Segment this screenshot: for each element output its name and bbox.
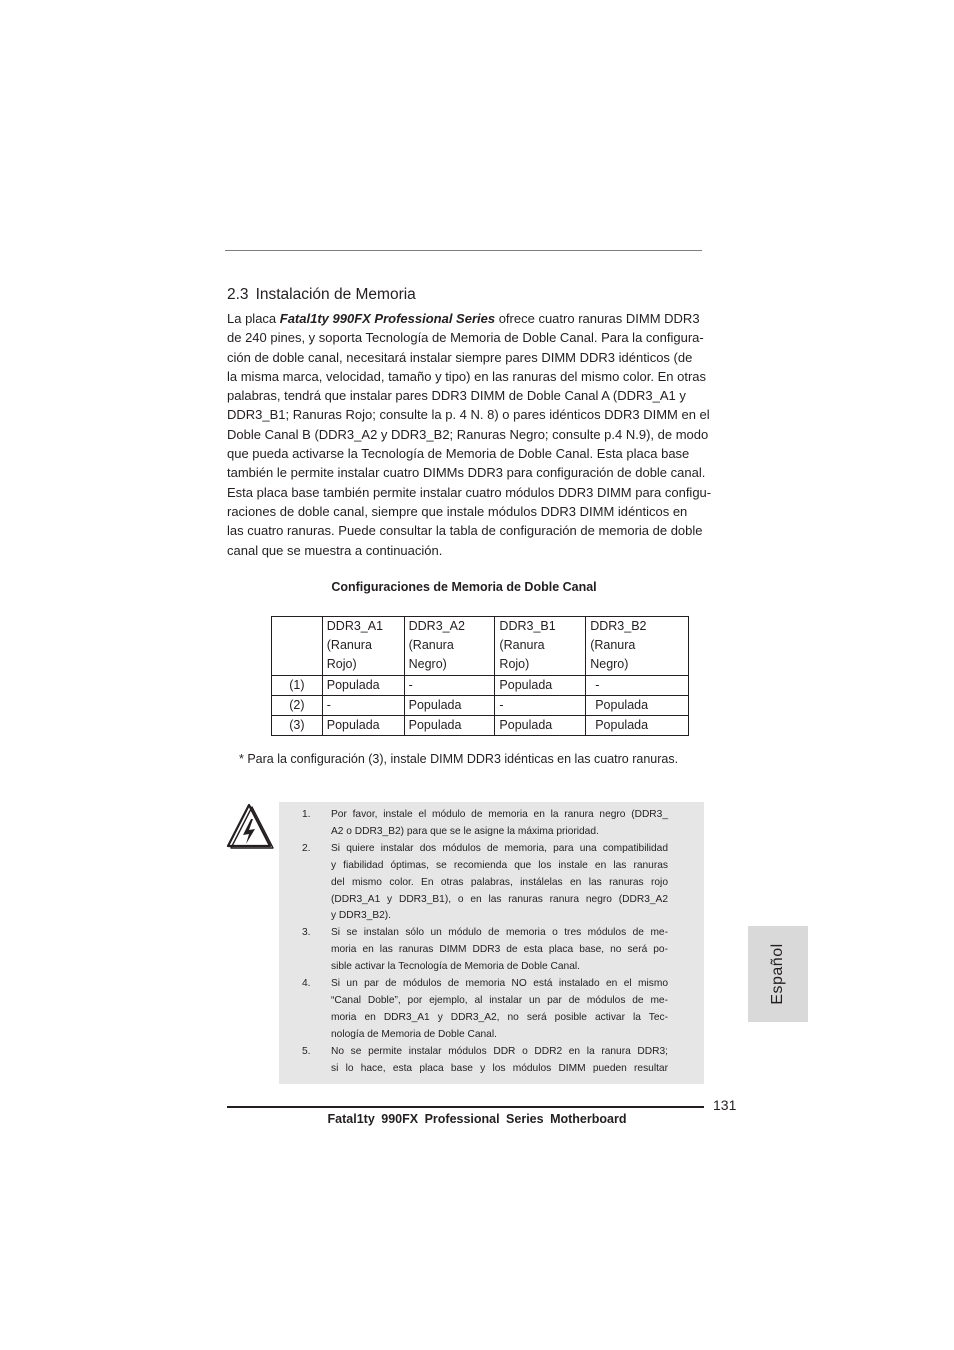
table-cell: Populada (495, 676, 586, 696)
intro-line: ción de doble canal, necesitará instalar siempre pares DIMM DDR3 idénticos (de (227, 349, 693, 365)
top-divider (225, 250, 702, 251)
language-tab-label: Español (769, 943, 786, 1005)
list-item: 2. Si quiere instalar dos módulos de memoria, para una compatibilidad y fiabilidad óptimas, se recomienda que los instale en las ranuras del mismo color. En otras palabras, instálelas en las ranuras rojo (DDR3_A1 y DDR3_B1), o en las ranuras ranura negro (DDR3_A2 y DDR3_B2). (302, 842, 668, 922)
section-heading (227, 286, 416, 304)
table-cell: Populada (586, 696, 689, 716)
table-corner-cell (272, 617, 323, 676)
table-cell: Populada (586, 716, 689, 736)
section-number: 2.3 (227, 286, 249, 303)
table-cell: Populada (495, 716, 586, 736)
intro-line: canal que se muestra a continuación. (227, 542, 443, 558)
notes-list (302, 807, 668, 1078)
intro-line: de 240 pines, y soporta Tecnología de Memoria de Doble Canal. Para la configura- (227, 330, 704, 346)
list-item: 5. No se permite instalar módulos DDR o DDR2 en la ranura DDR3; si lo hace, esta placa base y los módulos DIMM pueden resultar (302, 1045, 668, 1074)
warning-lightning-icon (225, 802, 275, 850)
table-cell: - (404, 676, 495, 696)
bottom-divider (227, 1106, 704, 1108)
header-ddr3-b1: DDR3_B1 (Ranura Rojo) (495, 617, 586, 676)
table-cell: Populada (404, 716, 495, 736)
table-row (272, 696, 689, 716)
product-name: Fatal1ty 990FX Professional Series (279, 311, 496, 326)
row-label: (2) (272, 696, 323, 716)
memory-config-table (271, 616, 689, 736)
intro-line: DDR3_B1; Ranuras Rojo; consulte la p. 4 N. 8) o pares idénticos DDR3 DIMM en el (227, 407, 710, 423)
list-item: 3. Si se instalan sólo un módulo de memoria o tres módulos de me- moria en las ranuras DIMM DDR3 de esta placa base, no será po- sible activar la Tecnología de Memoria de Doble Canal. (302, 927, 668, 973)
table-cell: Populada (322, 676, 404, 696)
table-cell: Populada (404, 696, 495, 716)
intro-line: que pueda activarse la Tecnología de Memoria de Doble Canal. Esta placa base (227, 446, 690, 462)
intro-line: Esta placa base también permite instalar cuatro módulos DDR3 DIMM para configu- (227, 484, 712, 500)
table-header-row (272, 617, 689, 676)
list-item: 4. Si un par de módulos de memoria NO está instalado en el mismo “Canal Doble”, por ejemplo, al instalar un par de módulos de me- moria en DDR3_A1 y DDR3_A2, no será posible activar la Tec- nología de Memoria de Doble Canal. (302, 978, 668, 1040)
table-row (272, 716, 689, 736)
table-cell: Populada (322, 716, 404, 736)
intro-line: también le permite instalar cuatro DIMMs DDR3 para configuración de doble canal. (227, 465, 706, 481)
intro-line: raciones de doble canal, siempre que instale módulos DDR3 DIMM idénticos en (227, 503, 688, 519)
intro-line: las cuatro ranuras. Puede consultar la tabla de configuración de memoria de doble (227, 523, 703, 539)
table-caption: Configuraciones de Memoria de Doble Canal (331, 580, 597, 594)
header-ddr3-a2: DDR3_A2 (Ranura Negro) (404, 617, 495, 676)
list-item: 1. Por favor, instale el módulo de memoria en la ranura negro (DDR3_ A2 o DDR3_B2) para que se le asigne la máxima prioridad. (302, 809, 668, 837)
header-ddr3-a1: DDR3_A1 (Ranura Rojo) (322, 617, 404, 676)
table-cell: - (586, 676, 689, 696)
row-label: (1) (272, 676, 323, 696)
table-row (272, 676, 689, 696)
intro-paragraph (227, 309, 712, 560)
table-footnote: * Para la configuración (3), instale DIMM DDR3 idénticas en las cuatro ranuras. (239, 752, 679, 766)
language-tab (748, 926, 808, 1022)
footer-title: Fatal1ty 990FX Professional Series Motherboard (327, 1112, 627, 1126)
table-cell: - (322, 696, 404, 716)
intro-line: la misma marca, velocidad, tamaño y tipo) en las ranuras del mismo color. En otras (227, 368, 707, 384)
table-cell: - (495, 696, 586, 716)
section-title: Instalación de Memoria (255, 286, 416, 303)
intro-line: Doble Canal B (DDR3_A2 y DDR3_B2; Ranuras Negro; consulte p.4 N.9), de modo (227, 426, 709, 442)
header-ddr3-b2: DDR3_B2 (Ranura Negro) (586, 617, 689, 676)
intro-line: La placa Fatal1ty 990FX Professional Series ofrece cuatro ranuras DIMM DDR3 (227, 311, 700, 326)
intro-line: palabras, tendrá que instalar pares DDR3 DIMM de Doble Canal A (DDR3_A1 y (227, 388, 686, 404)
page-number: 131 (713, 1097, 737, 1113)
row-label: (3) (272, 716, 323, 736)
